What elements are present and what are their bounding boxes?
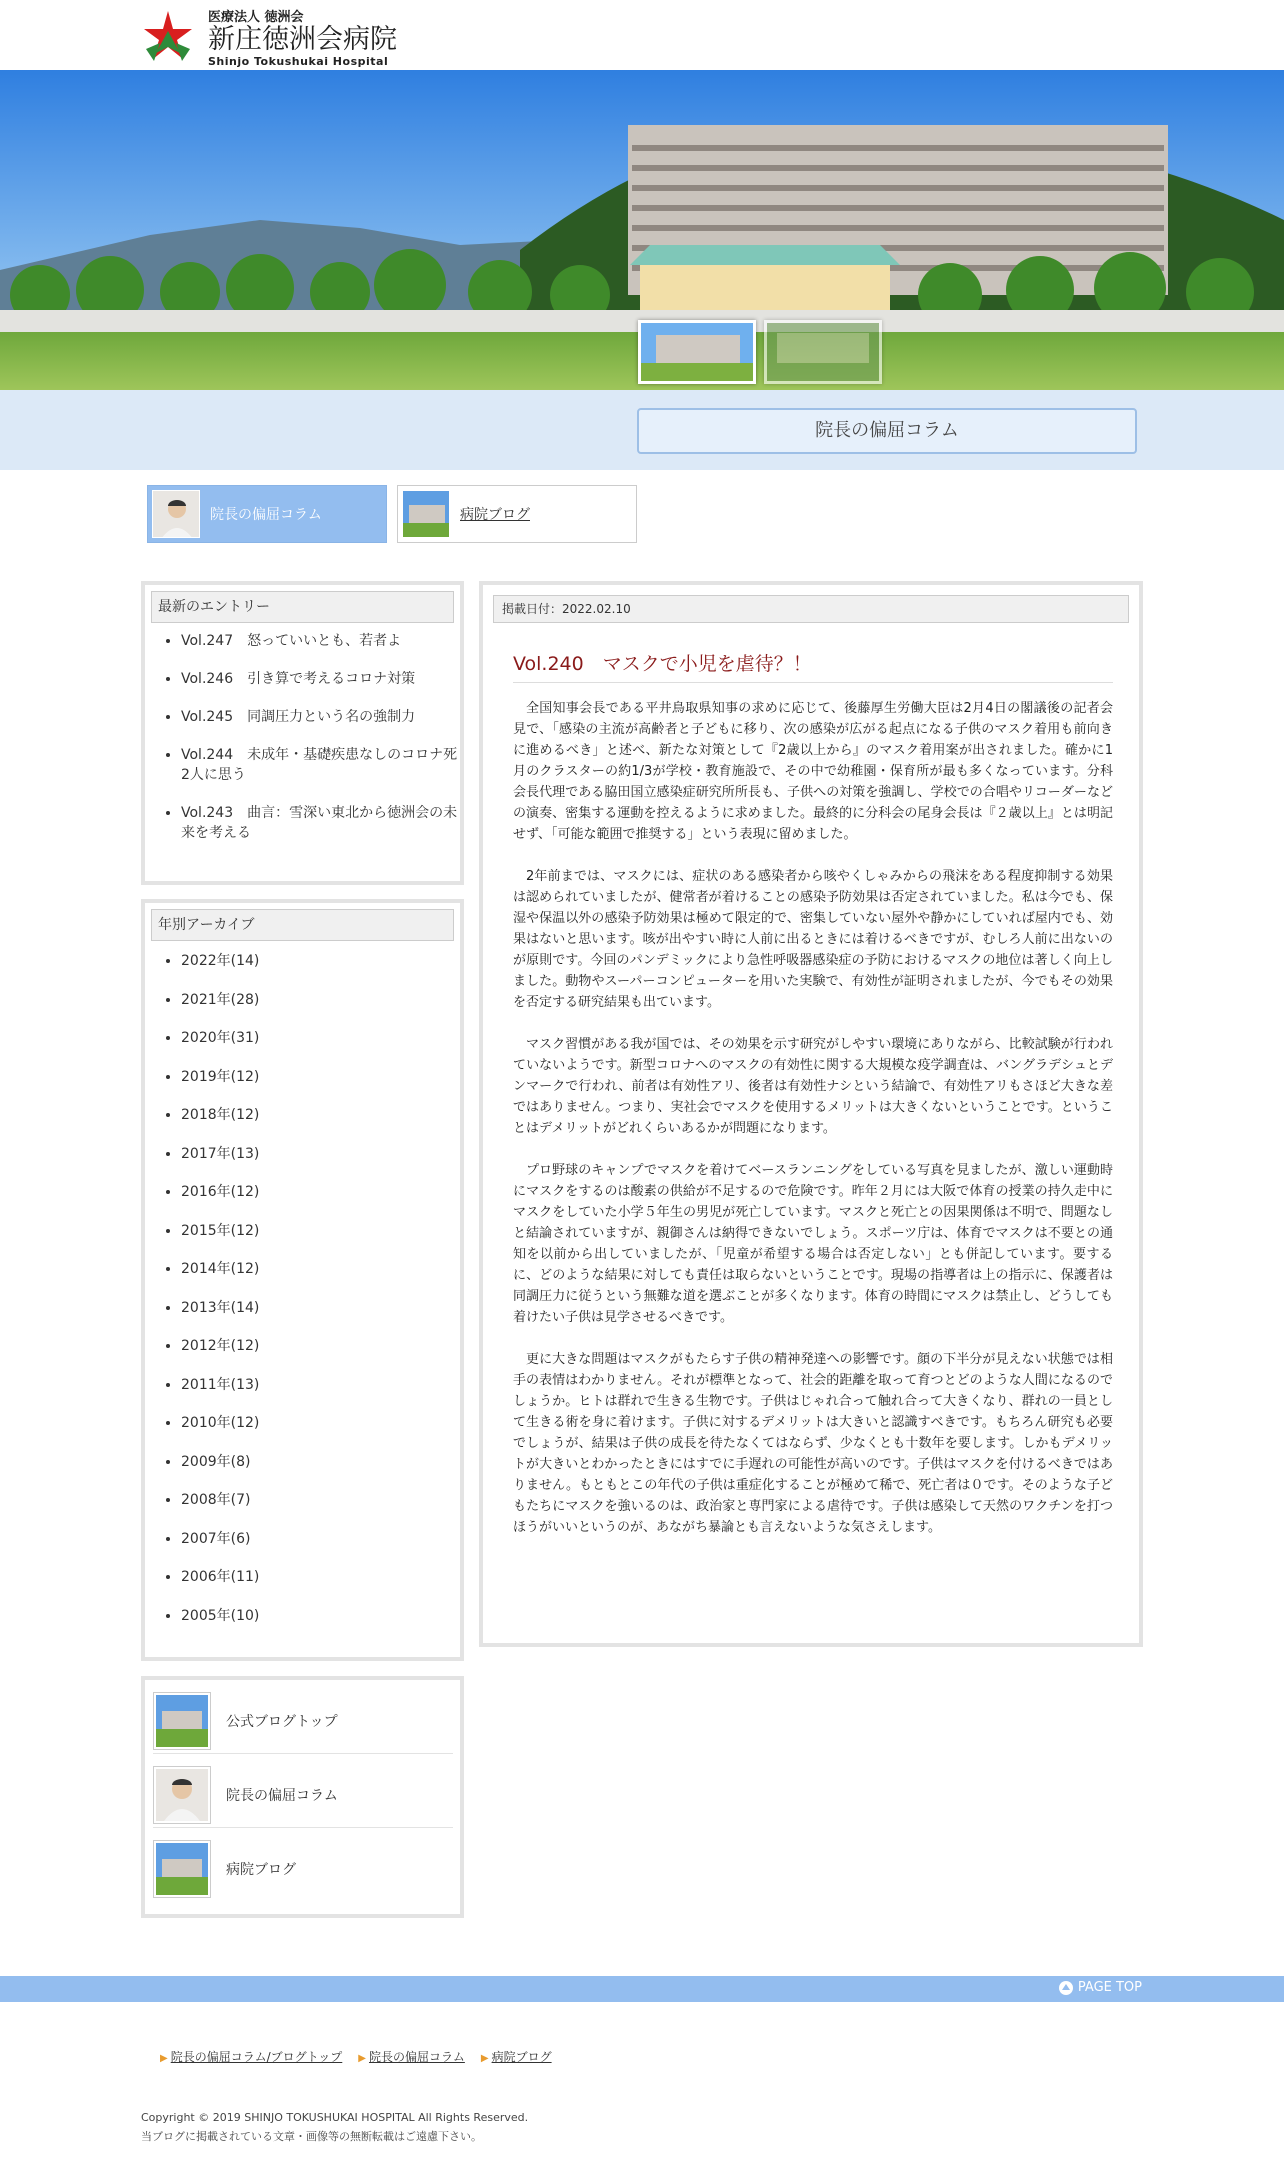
hospital-thumb: [153, 1692, 211, 1750]
archive-link[interactable]: • 2018年(12): [181, 1105, 460, 1125]
article-paragraph: プロ野球のキャンプでマスクを着けてベースランニングをしている写真を見ましたが、激しい運動時にマスクをするのは酸素の供給が不足するので危険です。昨年２月には大阪で体育の授業の持久走中にマスクをしていた小学５年生の男児が死亡しています。マスクと死亡との因果関係は不明で、問題なしと結論されていますが、親御さんは納得できないでしょう。スポーツ庁は、体育でマスクは不要との通知を以前から出していましたが、「児童が希望する場合は否定しない」とも併記しています。要するに、どのような結果に対しても責任は取らないということです。現場の指導者は上の指示に、保護者は同調圧力に従うという無難な道を選ぶことが多くなります。体育の時間にマスクは禁止し、どうしても着けたい子供は見学させるべきです。: [513, 1163, 1113, 1325]
archive-link[interactable]: • 2006年(11): [181, 1567, 460, 1587]
entry-link[interactable]: • Vol.243 曲言：雪深い東北から徳洲会の未来を考える: [181, 803, 460, 843]
tab-label: 院長の偏屈コラム: [210, 507, 322, 523]
archive-link[interactable]: • 2010年(12): [181, 1413, 460, 1433]
footer-link-label: 院長の偏屈コラム: [368, 2050, 465, 2064]
latest-entries-title: 最新のエントリー: [151, 591, 454, 623]
article-paragraph: 更に大きな問題はマスクがもたらす子供の精神発達への影響です。顔の下半分が見えない状態では相手の表情はわかりません。それが標準となって、社会的距離を取って育つとどのような人間になるのでしょうか。ヒトは群れで生きる生物です。子供はじゃれ合って触れ合って大きくなり、群れの一員として生きる術を身に着けます。子供に対するデメリットは大きいと認識すべきです。もちろん研究も必要でしょうが、結果は子供の成長を待たなくてはならず、少なくとも十数年を要します。しかもデメリットが大きいとわかったときにはすでに手遅れの可能性が高いのです。子供はマスクを付けるべきではありません。もともとこの年代の子供は重症化することが極めて稀で、死亡者は０です。そのような子どもたちにマスクを強いるのは、政治家と専門家による虐待です。子供は感染して天然のワクチンを打つほうがいいというのが、あながち暴論とも言えないような気さえします。: [513, 1352, 1113, 1535]
article-date: 掲載日付：2022.02.10: [493, 595, 1129, 623]
footer-nav: [160, 2048, 568, 2065]
latest-entries-list: [145, 631, 460, 869]
archive-link[interactable]: • 2021年(28): [181, 990, 460, 1010]
tab-director-column[interactable]: [147, 485, 387, 543]
director-avatar: [152, 490, 200, 538]
copyright-notice: 当ブログに掲載されている文章・画像等の無断転載はご遠慮下さい。: [141, 2130, 482, 2143]
archive-box: [141, 899, 464, 1661]
arrow-right-icon: ▶: [358, 2053, 366, 2064]
site-header: [0, 0, 1284, 70]
section-title: 院長の偏屈コラム: [637, 408, 1137, 454]
latest-entries-box: [141, 581, 464, 885]
hospital-logo[interactable]: [140, 6, 397, 68]
blog-links-box: [141, 1676, 464, 1918]
tab-label: 病院ブログ: [460, 507, 530, 523]
hospital-name: 新庄徳洲会病院: [208, 24, 397, 55]
archive-link[interactable]: • 2019年(12): [181, 1067, 460, 1087]
hospital-name-en: Shinjo Tokushukai Hospital: [208, 55, 389, 68]
archive-list: [145, 951, 460, 1652]
page-top-link[interactable]: [1059, 1980, 1142, 1995]
hero-banner: [0, 70, 1284, 390]
archive-link[interactable]: • 2015年(12): [181, 1221, 460, 1241]
link-label: 病院ブログ: [226, 1862, 296, 1878]
article-paragraph: 2年前までは、マスクには、症状のある感染者から咳やくしゃみからの飛沫をある程度抑制する効果は認められていましたが、健常者が着けることの感染予防効果は否定されていました。私は今でも、保湿や保温以外の感染予防効果は極めて限定的で、密集していない屋外や静かにしていれば屋内でも、効果はないと思います。咳が出やすい時に人前に出るときには着けるべきですが、むしろ人前に出ないのが原則です。今回のパンデミックにより急性呼吸器感染症の予防におけるマスクの地位は著しく向上しました。動物やスーパーコンピューターを用いた実験で、有効性が証明されましたが、今でもその効果を否定する研究結果も出ています。: [513, 869, 1113, 1010]
link-label: 公式ブログトップ: [226, 1713, 338, 1730]
section-band: [0, 390, 1284, 470]
director-avatar: [153, 1766, 211, 1824]
article: [479, 581, 1143, 1647]
article-paragraph: 全国知事会長である平井鳥取県知事の求めに応じて、後藤厚生労働大臣は2月4日の閣議後の記者会見で、「感染の主流が高齢者と子どもに移り、次の感染が広がる起点になる子供のマスク着用も前向きに進めるべき」と述べ、新たな対策として『2歳以上から』のマスク着用案が出されました。確かに1月のクラスターの約1/3が学校・教育施設で、その中で幼稚園・保育所が最も多くなっています。分科会長代理である脇田国立感染症研究所所長も、子供への対策を強調し、学校での合唱やリコーダーなどの演奏、密集する運動を控えるように求めました。最終的に分科会の尾身会長は『２歳以上』とは明記せず、「可能な範囲で推奨する」という表現に留めました。: [513, 701, 1113, 842]
entry-link[interactable]: • Vol.245 同調圧力という名の強制力: [181, 707, 460, 727]
archive-link[interactable]: • 2022年(14): [181, 951, 460, 971]
archive-title: 年別アーカイブ: [151, 909, 454, 941]
archive-link[interactable]: • 2005年(10): [181, 1606, 460, 1626]
arrow-up-icon: [1059, 1981, 1073, 1995]
article-paragraph: マスク習慣がある我が国では、その効果を示す研究がしやすい環境にありながら、比較試験が行われていないようです。新型コロナへのマスクの有効性に関する大規模な疫学調査は、バングラデシュとデンマークで行われ、前者は有効性アリ、後者は有効性ナシという結論で、有効性アリもさほど大きな差ではありません。つまり、実社会でマスクを使用するメリットは大きくないということです。ということはデメリットがどれくらいあるかが問題になります。: [513, 1037, 1113, 1136]
arrow-right-icon: ▶: [480, 2053, 489, 2064]
arrow-right-icon: ▶: [160, 2053, 168, 2064]
link-blog-top[interactable]: [153, 1688, 453, 1754]
page-top-bar: [0, 1976, 1284, 2002]
slide-thumb-2[interactable]: [764, 320, 882, 384]
archive-link[interactable]: • 2008年(7): [181, 1490, 460, 1510]
archive-link[interactable]: • 2009年(8): [181, 1452, 460, 1472]
article-title: Vol.240 マスクで小児を虐待？！: [513, 649, 1113, 683]
copyright-block: [141, 2108, 528, 2146]
archive-link[interactable]: • 2012年(12): [181, 1336, 460, 1356]
entry-link[interactable]: • Vol.244 未成年・基礎疾患なしのコロナ死2人に思う: [181, 745, 460, 785]
entry-link[interactable]: • Vol.247 怒っていいとも、若者よ: [181, 631, 460, 651]
hospital-thumb: [153, 1840, 211, 1898]
hospital-thumb: [402, 490, 450, 538]
archive-link[interactable]: • 2011年(13): [181, 1375, 460, 1395]
footer-link-director-column[interactable]: [358, 2048, 465, 2065]
link-label: 院長の偏屈コラム: [226, 1787, 338, 1804]
tab-hospital-blog[interactable]: [397, 485, 637, 543]
link-hospital-blog[interactable]: [153, 1836, 453, 1902]
archive-link[interactable]: • 2014年(12): [181, 1259, 460, 1279]
archive-link[interactable]: • 2016年(12): [181, 1182, 460, 1202]
article-body: [513, 698, 1113, 1559]
entry-link[interactable]: • Vol.246 引き算で考えるコロナ対策: [181, 669, 460, 689]
footer-link-label: 院長の偏屈コラム/ブログトップ: [170, 2050, 343, 2064]
org-name: 医療法人 徳洲会: [208, 10, 304, 25]
logo-mark-icon: [140, 9, 196, 65]
slide-thumb-1[interactable]: [638, 320, 756, 384]
archive-link[interactable]: • 2020年(31): [181, 1028, 460, 1048]
archive-link[interactable]: • 2007年(6): [181, 1529, 460, 1549]
copyright-text: Copyright © 2019 SHINJO TOKUSHUKAI HOSPITAL All Rights Reserved.: [141, 2111, 529, 2124]
footer-link-hospital-blog[interactable]: [481, 2048, 552, 2065]
link-director-column[interactable]: [153, 1762, 453, 1828]
footer-link-label: 病院ブログ: [491, 2050, 552, 2064]
archive-link[interactable]: • 2013年(14): [181, 1298, 460, 1318]
page-top-label: PAGE TOP: [1077, 1980, 1142, 1995]
footer-link-blog-top[interactable]: [160, 2048, 342, 2065]
archive-link[interactable]: • 2017年(13): [181, 1144, 460, 1164]
